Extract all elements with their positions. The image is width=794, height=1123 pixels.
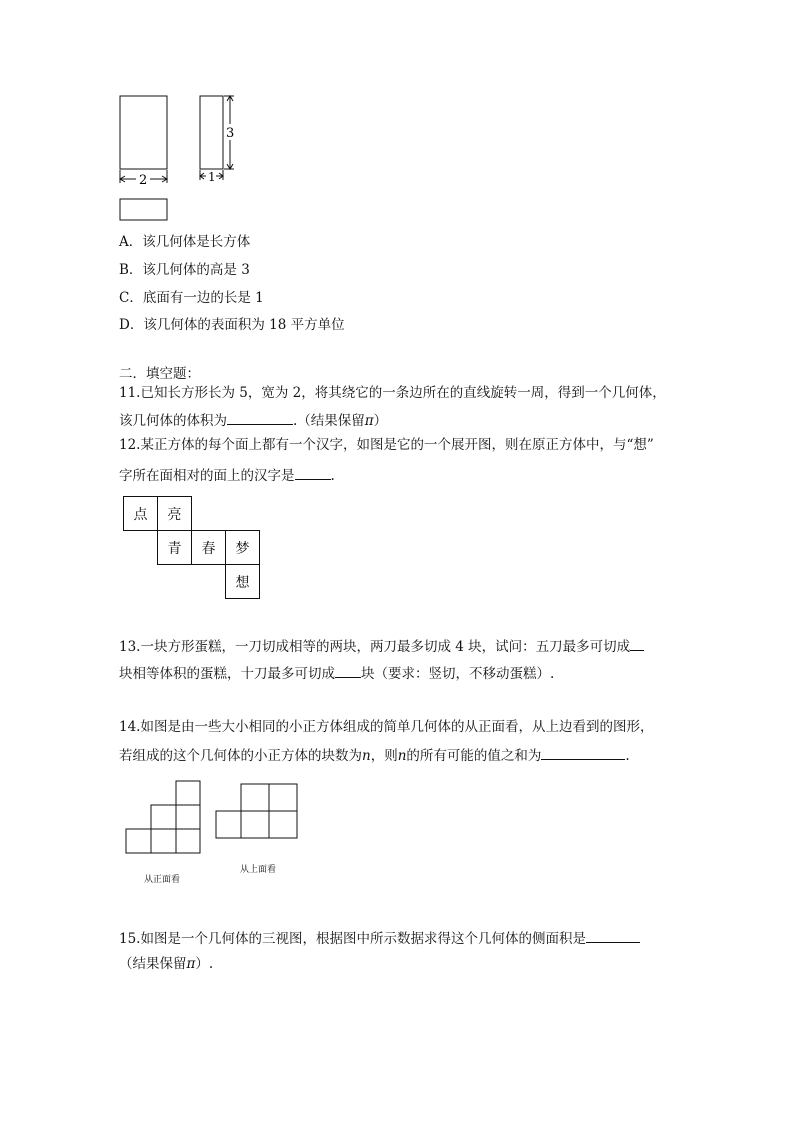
- q11-line2: [119, 410, 387, 430]
- q11-text-pre: 该几何体的体积为: [119, 413, 227, 429]
- q13-text-line1: 13.一块方形蛋糕，一刀切成相等的两块，两刀最多切成 4 块，试问：五刀最多可切成: [119, 639, 631, 655]
- q12-line1: 12.某正方体的每个面上都有一个汉字，如图是它的一个展开图，则在原正方体中，与“想”: [119, 437, 654, 453]
- front-view-rect: [120, 96, 167, 169]
- q12-text-post: .: [330, 468, 335, 484]
- option-a: A．该几何体是长方体: [119, 234, 251, 250]
- q11-line1: 11.已知长方形长为 5，宽为 2，将其绕它的一条边所在的直线旋转一周，得到一个几何体，: [119, 385, 666, 401]
- front-width-label: 2: [139, 173, 148, 188]
- q15-text-line1: 15.如图是一个几何体的三视图，根据图中所示数据求得这个几何体的侧面积是: [119, 931, 586, 947]
- net-cell: 想: [226, 565, 260, 599]
- q13-answer-blank-1[interactable]: [630, 636, 644, 651]
- q14-line2: [119, 745, 630, 765]
- pi-symbol: π: [186, 956, 196, 972]
- q13-text-post: 块（要求：竖切，不移动蛋糕）.: [361, 666, 555, 682]
- side-height-label: 3: [226, 126, 235, 141]
- q15-line2: [119, 955, 213, 973]
- section-title: 二．填空题：: [119, 366, 200, 382]
- net-cell: 青: [158, 531, 192, 565]
- q14-text-mid1: ，则: [370, 748, 398, 764]
- var-n: n: [397, 748, 407, 764]
- q15-text-pre: （结果保留: [119, 956, 187, 972]
- option-c: C．底面有一边的长是 1: [119, 290, 264, 306]
- net-cell: 点: [124, 497, 158, 531]
- pi-symbol: π: [364, 413, 374, 429]
- q12-text-pre: 字所在面相对的面上的汉字是: [119, 468, 295, 484]
- top-view-rect: [120, 199, 167, 220]
- q14-answer-blank[interactable]: [541, 745, 625, 760]
- front-view-figure: [120, 776, 210, 858]
- q15-text-post: ）.: [195, 956, 214, 972]
- q12-line2: [119, 465, 335, 485]
- front-view-caption: 从正面看: [144, 875, 181, 885]
- net-cell: 亮: [158, 497, 192, 531]
- q13-line2: [119, 663, 554, 683]
- q14-text-pre: 若组成的这个几何体的小正方体的块数为: [119, 748, 362, 764]
- q14-text-post: .: [625, 748, 630, 764]
- q11-answer-blank[interactable]: [227, 410, 293, 425]
- top-view-caption: 从上面看: [240, 865, 277, 875]
- q11-close: ）: [373, 413, 388, 429]
- q11-text-post: .（结果保留: [293, 413, 365, 429]
- q13-text-pre: 块相等体积的蛋糕，十刀最多可切成: [119, 666, 335, 682]
- top-view-figure: [212, 780, 304, 842]
- q15-answer-blank[interactable]: [586, 928, 640, 943]
- q13-line1: [119, 636, 644, 656]
- q13-answer-blank-2[interactable]: [335, 663, 361, 678]
- option-d: D．该几何体的表面积为 18 平方单位: [119, 317, 345, 333]
- var-n: n: [362, 748, 371, 764]
- side-width-label: 1: [208, 170, 216, 184]
- cube-net: [123, 496, 260, 599]
- three-view-figure: [110, 90, 250, 225]
- net-cell: 春: [192, 531, 226, 565]
- side-view-rect: [200, 96, 223, 169]
- q14-line1: 14.如图是由一些大小相同的小正方体组成的简单几何体的从正面看，从上边看到的图形，: [119, 719, 654, 735]
- q14-text-mid2: 的所有可能的值之和为: [406, 748, 542, 764]
- option-b: B．该几何体的高是 3: [119, 262, 250, 278]
- net-cell: 梦: [226, 531, 260, 565]
- q15-line1: [119, 928, 640, 948]
- q12-answer-blank[interactable]: [295, 465, 331, 480]
